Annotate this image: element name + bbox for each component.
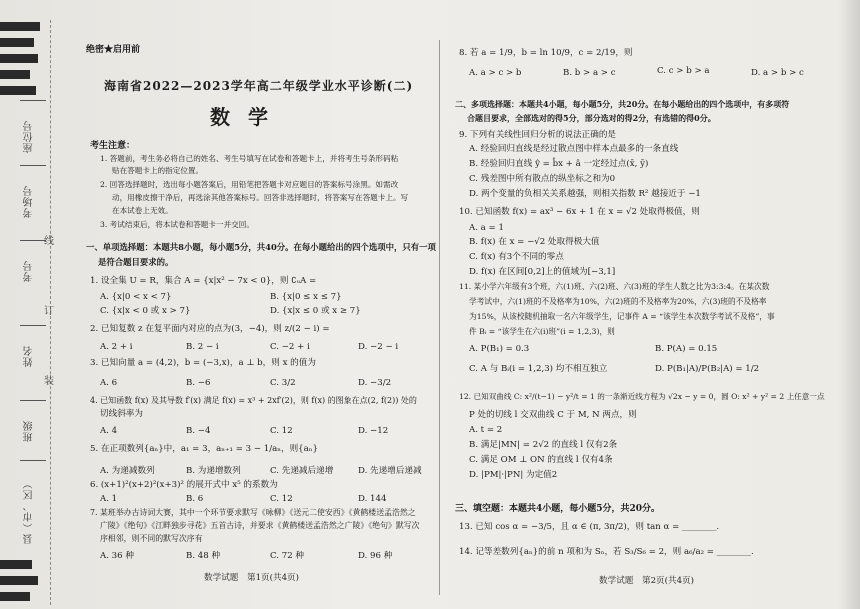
question-4: 4. 已知函数 f(x) 及其导数 f′(x) 满足 f(x) = x³ + 2xf′(2)，则 f(x) 的图象在点(2, f(2)) 处的 [90, 396, 417, 405]
option-c: C. 12 [270, 426, 293, 436]
notice-line: 贴在答题卡上的指定位置。 [112, 166, 204, 175]
question-2: 2. 已知复数 z 在复平面内对应的点为(3，−4)，则 z/(2 − i) = [90, 324, 330, 334]
exam-id-line[interactable] [20, 240, 46, 241]
question-14: 14. 记等差数列{aₙ}的前 n 项和为 Sₙ，若 S₃/S₆ = 2，则 a₆/a₂ = ________. [459, 547, 754, 557]
option-a: A. 2 + i [100, 342, 133, 352]
option-d: D. |PM|·|PN| 为定值2 [469, 470, 558, 480]
binding-hatch [0, 86, 36, 95]
option-c: C. 先递减后递增 [270, 466, 334, 476]
option-b: B. 48 种 [186, 551, 221, 561]
binding-hatch [0, 560, 32, 569]
option-c: C. 12 [270, 494, 293, 504]
question-11-cont: 为15%，从该校随机抽取一名六年级学生，记事件 A = “该学生本次数学考试不及格”，事 [469, 312, 775, 321]
option-b: B. −6 [186, 378, 211, 388]
binding-hatch [0, 54, 38, 63]
option-d: D. −12 [358, 426, 389, 436]
section-heading: 是符合题目要求的。 [98, 257, 174, 267]
option-b: B. 经验回归直线 ŷ = b̂x + â 一定经过点(x̄, ȳ) [469, 159, 649, 169]
class-line[interactable] [20, 400, 46, 401]
exam-room-line[interactable] [20, 165, 46, 166]
binding-hatch [0, 576, 38, 585]
section-heading: 二、多项选择题：本题共4小题，每小题5分，共20分。在每小题给出的四个选项中，有多项符 [455, 99, 790, 109]
region-label: 县（市、区） [24, 478, 35, 544]
page-edge-shadow [838, 0, 860, 609]
question-8: 8. 若 a = 1/9，b = ln 10/9，c = 2/19，则 [459, 48, 633, 58]
binding-hatch [0, 70, 30, 79]
option-c: C. A 与 Bᵢ(i = 1,2,3) 均不相互独立 [469, 364, 608, 374]
section-heading: 合题目要求，全部选对的得5分，部分选对的得2分，有选错的得0分。 [467, 113, 716, 123]
option-a: A. a = 1 [469, 223, 504, 233]
option-a: A. 36 种 [100, 551, 134, 561]
option-d: D. a > b > c [751, 68, 804, 78]
option-c: C. 满足 OM ⊥ ON 的直线 l 仅有4条 [469, 455, 613, 465]
seat-number-line[interactable] [20, 100, 46, 101]
option-b: B. 2 − i [186, 342, 219, 352]
page-footer: 数学试题 第2页(共4页) [599, 576, 694, 586]
option-c: C. {x|x < 0 或 x > 7} [100, 306, 191, 316]
page-divider [439, 40, 440, 595]
option-c: C. 3/2 [270, 378, 296, 388]
question-12: 12. 已知双曲线 C: x²/(t−1) − y²/t = 1 的一条渐近线方程为 √2x − y = 0，圆 O: x² + y² = 2 上任意一点 [459, 392, 825, 401]
option-c: C. 残差图中所有散点的纵坐标之和为0 [469, 174, 616, 184]
question-4-cont: 切线斜率为 [100, 409, 143, 419]
notice-line: 在本试卷上无效。 [112, 206, 173, 215]
notice-line: 3. 考试结束后，将本试卷和答题卡一并交回。 [100, 220, 254, 229]
binding-hatch [0, 38, 34, 47]
question-7-cont: 序相邻，则不同的默写次序有 [100, 534, 203, 543]
confidential-mark: 绝密★启用前 [86, 45, 141, 55]
option-d: D. −3/2 [358, 378, 392, 388]
binding-strip [0, 0, 62, 609]
question-11-cont: 学考试中，六(1)班的不及格率为10%，六(2)班的不及格率为20%，六(3)班的不及格率 [469, 297, 767, 306]
option-b: B. 6 [186, 494, 204, 504]
exam-room-label: 考场号 [24, 185, 35, 218]
question-12-cont: P 处的切线 l 交双曲线 C 于 M, N 两点，则 [469, 410, 637, 420]
question-11: 11. 某小学六年级有3个班，六(1)班、六(2)班、六(3)班的学生人数之比为3:3:4。在某次数 [459, 282, 770, 291]
question-10: 10. 已知函数 f(x) = ax³ − 6x + 1 在 x = √2 处取得极值，则 [459, 207, 700, 217]
option-b: B. P(A) = 0.15 [655, 344, 718, 354]
question-5: 5. 在正项数列{aₙ}中，a₁ = 3，aₙ₊₁ = 3 − 1/aₙ，则{aₙ} [90, 444, 318, 454]
option-b: B. f(x) 在 x = −√2 处取得极大值 [469, 237, 600, 247]
exam-id-label: 考号 [24, 260, 35, 282]
subject-title: 数学 [210, 105, 286, 129]
option-a: A. a > c > b [469, 68, 522, 78]
binding-hatch [0, 592, 30, 601]
option-a: A. 4 [100, 426, 118, 436]
section-heading: 一、单项选择题：本题共8小题，每小题5分，共40分。在每小题给出的四个选项中，只有一项 [86, 242, 436, 252]
option-d: D. P(B₁|A)/P(B₂|A) = 1/2 [655, 364, 760, 374]
option-a: A. 6 [100, 378, 118, 388]
question-3: 3. 已知向量 a = (4,2)，b = (−3,x)，a ⊥ b，则 x 的值为 [90, 358, 316, 368]
option-a: A. 经验回归直线是经过散点图中样本点最多的一条直线 [469, 144, 679, 154]
option-d: D. −2 − i [358, 342, 399, 352]
seal-char: 订 [44, 306, 54, 317]
option-b: B. 满足|MN| = 2√2 的直线 l 仅有2条 [469, 440, 618, 450]
option-a: A. {x|0 < x < 7} [100, 292, 172, 302]
option-d: D. 144 [358, 494, 387, 504]
question-9: 9. 下列有关线性回归分析的说法正确的是 [459, 130, 617, 140]
option-d: D. {x|x ≤ 0 或 x ≥ 7} [270, 306, 361, 316]
seat-number-label: 座位号 [24, 120, 35, 153]
option-a: A. P(B₁) = 0.3 [469, 344, 530, 354]
question-7-cont: 广陵》《绝句》《江畔独步寻花》五首古诗，并要求《黄鹤楼送孟浩然之广陵》《绝句》默写次 [100, 521, 420, 530]
question-1: 1. 设全集 U = R，集合 A = {x|x² − 7x < 0}，则 ∁ᵤA = [90, 276, 317, 286]
paper-title: 海南省2022—2023学年高二年级学业水平诊断(二) [104, 79, 414, 93]
option-c: C. f(x) 有3个不同的零点 [469, 252, 564, 262]
option-d: D. 先递增后递减 [358, 466, 422, 476]
class-label: 班级 [24, 420, 35, 442]
option-b: B. {x|0 ≤ x ≤ 7} [270, 292, 342, 302]
option-c: C. −2 + i [270, 342, 310, 352]
option-a: A. t = 2 [469, 425, 503, 435]
option-b: B. −4 [186, 426, 211, 436]
option-c: C. c > b > a [657, 66, 710, 76]
option-d: D. 96 种 [358, 551, 393, 561]
question-11-cont: 件 Bᵢ = “该学生在六(i)班”(i = 1,2,3)，则 [469, 327, 615, 336]
page-footer: 数学试题 第1页(共4页) [204, 573, 299, 583]
notice-line: 1. 答题前，考生务必将自己的姓名、考生号填写在试卷和答题卡上，并将考生号条形码粘 [100, 154, 399, 163]
option-a: A. 为递减数列 [100, 466, 155, 476]
notice-line: 动，用橡皮擦干净后，再选涂其他答案标号。回答非选择题时，将答案写在答题卡上。写 [112, 193, 409, 202]
option-d: D. 两个变量的负相关关系越强，则相关指数 R² 越接近于 −1 [469, 189, 701, 199]
seal-char: 装 [44, 376, 54, 387]
section-heading: 三、填空题：本题共4小题，每小题5分，共20分。 [455, 504, 661, 514]
question-6: 6. (x+1)²(x+2)²(x+3)² 的展开式中 x⁵ 的系数为 [90, 480, 278, 490]
name-label: 姓名 [24, 345, 35, 367]
option-a: A. 1 [100, 494, 118, 504]
option-d: D. f(x) 在区间[0,2]上的值域为[−3,1] [469, 267, 616, 277]
binding-hatch [0, 22, 40, 31]
question-7: 7. 某班举办古诗词大赛，其中一个环节要求默写《咏柳》《送元二使安西》《黄鹤楼送孟浩然之 [90, 508, 416, 517]
notice-heading: 考生注意： [90, 141, 136, 151]
seal-char: 线 [44, 236, 54, 247]
name-line[interactable] [20, 325, 46, 326]
option-b: B. 为递增数列 [186, 466, 241, 476]
notice-line: 2. 回答选择题时，选出每小题答案后，用铅笔把答题卡对应题目的答案标号涂黑。如需改 [100, 180, 399, 189]
option-b: B. b > a > c [563, 68, 616, 78]
question-13: 13. 已知 cos α = −3/5，且 α ∈ (π, 3π/2)，则 tan α = ________. [459, 522, 720, 532]
option-c: C. 72 种 [270, 551, 304, 561]
region-line[interactable] [20, 460, 46, 461]
